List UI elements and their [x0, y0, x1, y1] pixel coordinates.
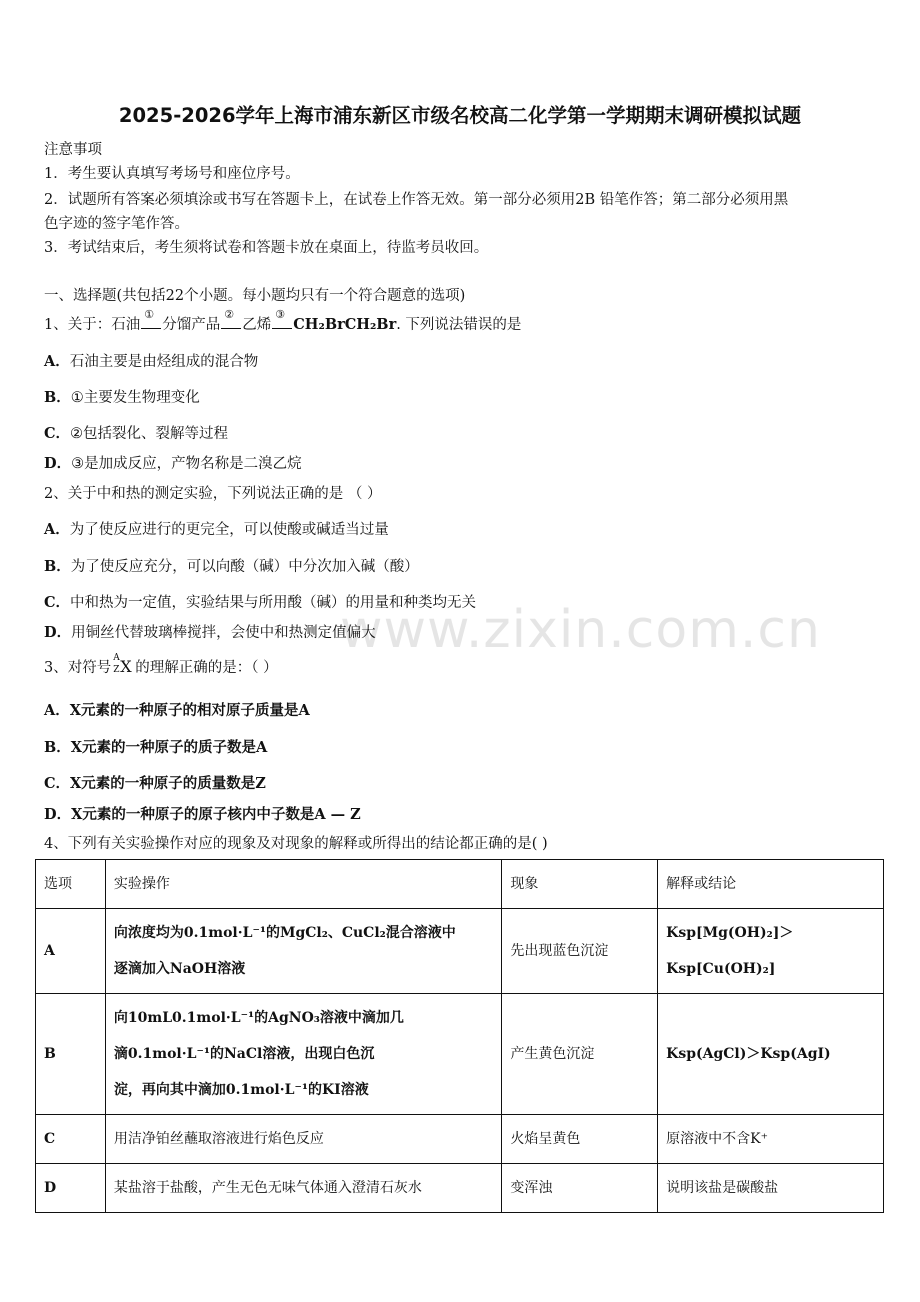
row-phenomenon: 变浑浊: [502, 1164, 658, 1213]
notice-item-2-cont: 色字迹的签字笔作答。: [44, 216, 189, 232]
header-conclusion: 解释或结论: [658, 860, 884, 909]
table-row: [36, 1164, 884, 1213]
table-row: [36, 909, 884, 994]
row-option: D: [36, 1164, 106, 1213]
q1-option-b: B．①主要发生物理变化: [44, 389, 200, 406]
q1-suffix: . 下列说法错误的是: [396, 317, 522, 333]
q3-option-d: D．X元素的一种原子的原子核内中子数是A — Z: [44, 806, 361, 823]
reaction-arrow-1: [140, 308, 162, 332]
row-operation: 某盐溶于盐酸，产生无色无味气体通入澄清石灰水: [105, 1164, 502, 1213]
q1-stem: [44, 308, 522, 334]
q2-option-c: C．中和热为一定值，实验结果与所用酸（碱）的用量和种类均无关: [44, 594, 477, 611]
row-conclusion: Ksp[Mg(OH)₂]＞ Ksp[Cu(OH)₂]: [658, 909, 884, 994]
row-phenomenon: 火焰呈黄色: [502, 1115, 658, 1164]
row-conclusion: Ksp(AgCl)＞Ksp(AgI): [658, 994, 884, 1115]
q1-stem-prefix: 1、关于：石油: [44, 317, 141, 333]
header-phenomenon: 现象: [502, 860, 658, 909]
q2-stem: 2、关于中和热的测定实验，下列说法正确的是 （ ）: [44, 486, 382, 502]
row-option: A: [36, 909, 106, 994]
watermark: www.zixin.com.cn: [340, 600, 821, 660]
q3-stem: 3、对符号 A Z X 的理解正确的是：（ ）: [44, 653, 278, 676]
page-title: 2025-2026学年上海市浦东新区市级名校高二化学第一学期期末调研模拟试题: [118, 104, 802, 127]
q1-option-c: C．②包括裂化、裂解等过程: [44, 425, 229, 442]
notice-item-3: 3．考试结束后，考生须将试卷和答题卡放在桌面上，待监考员收回。: [44, 240, 489, 256]
table-row: [36, 1115, 884, 1164]
notice-item-1: 1．考生要认真填写考场号和座位序号。: [44, 166, 300, 182]
q2-option-d: D．用铜丝代替玻璃棒搅拌，会使中和热测定值偏大: [44, 624, 376, 641]
row-phenomenon: 产生黄色沉淀: [502, 994, 658, 1115]
notice-item-2: 2．试题所有答案必须填涂或书写在答题卡上，在试卷上作答无效。第一部分必须用2B 铅笔作答；第二部分必须用黑: [44, 192, 789, 208]
q1-mid1: 分馏产品: [162, 317, 221, 333]
table-header-row: [36, 860, 884, 909]
step-1-label: ①: [144, 308, 155, 321]
reaction-arrow-2: [220, 308, 242, 332]
q3-option-b: B．X元素的一种原子的质子数是A: [44, 739, 268, 756]
q3-option-c: C．X元素的一种原子的质量数是Z: [44, 775, 266, 792]
q2-option-b: B．为了使反应充分，可以向酸（碱）中分次加入碱（酸）: [44, 558, 419, 575]
q4-stem: 4、下列有关实验操作对应的现象及对现象的解释或所得出的结论都正确的是( ): [44, 836, 548, 852]
q1-option-a: A．石油主要是由烃组成的混合物: [44, 353, 259, 370]
step-2-label: ②: [224, 308, 235, 321]
header-operation: 实验操作: [105, 860, 502, 909]
row-conclusion: 说明该盐是碳酸盐: [658, 1164, 884, 1213]
q2-option-a: A．为了使反应进行的更完全，可以使酸或碱适当过量: [44, 521, 389, 538]
row-conclusion: 原溶液中不含K⁺: [658, 1115, 884, 1164]
row-operation: 向10mL0.1mol·L⁻¹的AgNO₃溶液中滴加几 滴0.1mol·L⁻¹的NaCl溶液，出现白色沉 淀，再向其中滴加0.1mol·L⁻¹的KI溶液: [105, 994, 502, 1115]
nuclide-symbol: A Z X: [113, 653, 132, 676]
q3-option-a: A．X元素的一种原子的相对原子质量是A: [44, 702, 310, 719]
section-heading: 一、选择题(共包括22个小题。每小题均只有一个符合题意的选项): [44, 288, 466, 304]
row-phenomenon: 先出现蓝色沉淀: [502, 909, 658, 994]
q1-product: CH₂BrCH₂Br: [293, 316, 397, 333]
row-operation: 用洁净铂丝蘸取溶液进行焰色反应: [105, 1115, 502, 1164]
row-option: B: [36, 994, 106, 1115]
row-option: C: [36, 1115, 106, 1164]
q1-mid2: 乙烯: [242, 317, 272, 333]
step-3-label: ③: [275, 308, 286, 321]
q1-option-d: D．③是加成反应，产物名称是二溴乙烷: [44, 455, 302, 472]
row-operation: 向浓度均为0.1mol·L⁻¹的MgCl₂、CuCl₂混合溶液中 逐滴加入NaOH溶液: [105, 909, 502, 994]
q4-table: [35, 859, 884, 1213]
reaction-arrow-3: [271, 308, 293, 332]
table-row: [36, 994, 884, 1115]
header-option: 选项: [36, 860, 106, 909]
notice-heading: 注意事项: [44, 142, 102, 158]
